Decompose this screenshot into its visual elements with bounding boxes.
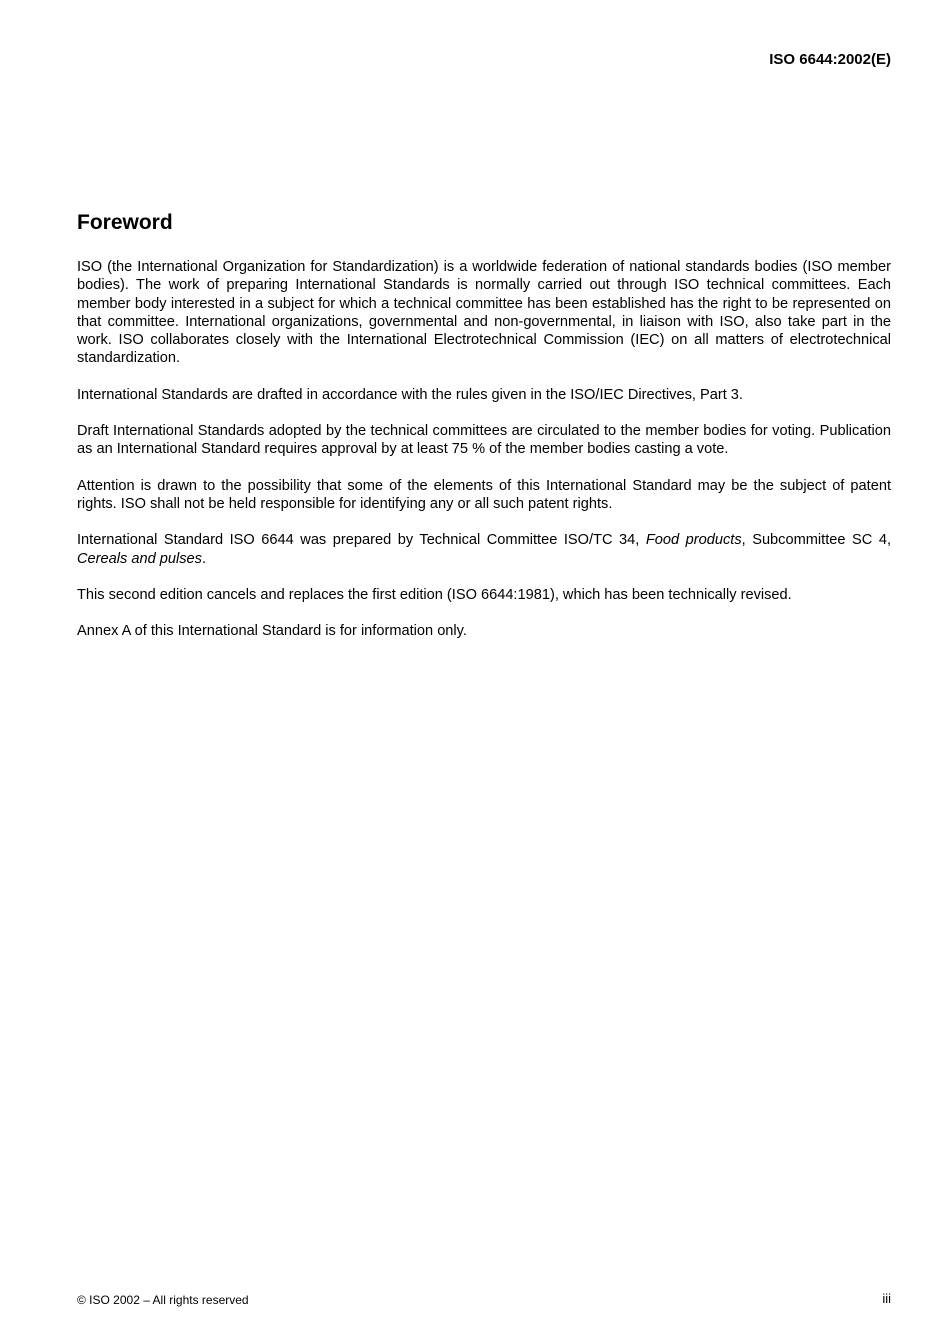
prepared-by-text-2: , Subcommittee SC 4,: [741, 532, 891, 549]
committee-name: Food products: [645, 532, 742, 549]
document-reference: ISO 6644:2002(E): [769, 51, 891, 68]
paragraph-draft-voting: Draft International Standards adopted by the technical committees are circulated to the member bodies for voting. Publication as an International Standard requires approval by at least 75 % of the member bodies casting a vote.: [77, 423, 891, 458]
paragraph-edition-note: This second edition cancels and replaces the first edition (ISO 6644:1981), which has been technically revised.: [77, 586, 792, 603]
paragraph-patent-rights: Attention is drawn to the possibility that some of the elements of this International Standard may be the subject of patent rights. ISO shall not be held responsible for identifying any or all such patent rights.: [77, 477, 891, 512]
subcommittee-name: Cereals and pulses: [77, 550, 202, 567]
prepared-by-text-1: International Standard ISO 6644 was prepared by Technical Committee ISO/TC 34,: [77, 532, 646, 549]
paragraph-iso-intro: ISO (the International Organization for Standardization) is a worldwide federation of national standards bodies (ISO member bodies). The work of preparing International Standards is normally carried out through ISO technical committees. Each member body interested in a subject for which a technical committee has been established has the right to be represented on that committee. International organizations, governmental and non-governmental, in liaison with ISO, also take part in the work. ISO collaborates closely with the International Electrotechnical Commission (IEC) on all matters of electrotechnical standardization.: [77, 259, 891, 367]
paragraph-drafting-rules: International Standards are drafted in accordance with the rules given in the ISO/IEC Directives, Part 3.: [77, 386, 743, 403]
paragraph-annex-note: Annex A of this International Standard is for information only.: [77, 623, 467, 640]
prepared-by-text-3: .: [201, 550, 206, 567]
page-title: Foreword: [77, 211, 173, 234]
foreword-body: [77, 258, 891, 658]
page-number: iii: [882, 1291, 891, 1306]
copyright-notice: © ISO 2002 – All rights reserved: [77, 1293, 249, 1307]
paragraph-prepared-by: [77, 531, 891, 568]
